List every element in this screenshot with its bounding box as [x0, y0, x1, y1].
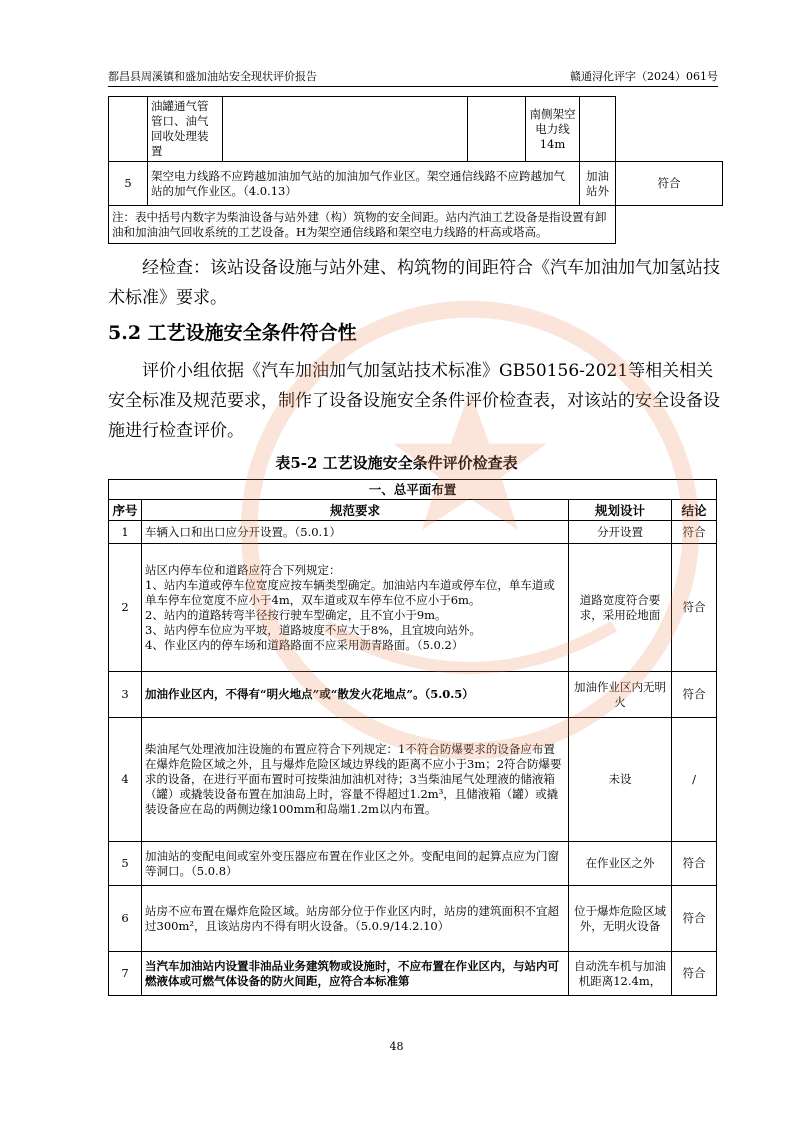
result-cell: 符合 — [672, 886, 717, 952]
num-cell: 6 — [109, 886, 142, 952]
design-cell: 加油站外 — [586, 168, 609, 198]
num-cell: 5 — [109, 162, 148, 206]
result-cell: 符合 — [672, 952, 717, 996]
num-cell: 5 — [109, 842, 142, 886]
req-cell: 车辆入口和出口应分开设置。（5.0.1） — [142, 521, 569, 544]
num-cell: 1 — [109, 521, 142, 544]
table-row — [109, 162, 723, 206]
section-title: 5.2 工艺设施安全条件符合性 — [108, 322, 357, 344]
req-cell — [223, 97, 468, 162]
table-section-title: 一、总平面布置 — [109, 480, 717, 500]
report-number: 赣通浔化评字（2024）061号 — [570, 70, 718, 83]
table-section-row — [109, 480, 717, 500]
req-cell: 当汽车加油站内设置非油品业务建筑物或设施时，不应布置在作业区内，与站内可燃液体或可燃气体设备的防火间距，应符合本标准第 — [142, 952, 569, 996]
paragraph-intro: 评价小组依据《汽车加油加气加氢站技术标准》GB50156-2021等相关相关安全标准及规范要求，制作了设备设施安全条件评价检查表，对该站的安全设备设施进行检查评价。 — [108, 361, 720, 441]
num-cell: 2 — [109, 544, 142, 672]
req-cell: 架空电力线路不应跨越加油加气站的加油加气作业区。架空通信线路不应跨越加气站的加气作业区。（4.0.13） — [148, 162, 580, 206]
design-cell: 位于爆炸危险区域外，无明火设备 — [569, 886, 672, 952]
design-cell: 道路宽度符合要求，采用砼地面 — [569, 544, 672, 672]
design-cell: 自动洗车机与加油机距离12.4m， — [569, 952, 672, 996]
num-cell: 4 — [109, 718, 142, 842]
table-row — [109, 521, 717, 544]
result-cell: 符合 — [672, 544, 717, 672]
table-note: 注：表中括号内数字为柴油设备与站外建（构）筑物的安全间距。站内汽油工艺设备是指设置有卸油和加油油气回收系统的工艺设备。H为架空通信线路和架空电力线路的杆高或塔高。 — [109, 206, 616, 244]
req-line: 4、作业区内的停车场和道路路面不应采用沥青路面。（5.0.2） — [145, 637, 464, 652]
table-title: 表5-2 工艺设施安全条件评价检查表 — [275, 454, 518, 472]
report-title: 都昌县周溪镇和盛加油站安全现状评价报告 — [108, 70, 317, 83]
result-cell: 符合 — [672, 672, 717, 718]
paragraph-conclusion: 经检查：该站设备设施与站外建、构筑物的间距符合《汽车加油加气加氢站技术标准》要求。 — [108, 258, 720, 308]
table-row — [109, 544, 717, 672]
design-cell: 未设 — [569, 718, 672, 842]
table-row — [109, 97, 723, 162]
process-safety-table — [108, 479, 717, 996]
req-cell — [142, 544, 569, 672]
table-row — [109, 842, 717, 886]
req-line: 3、站内停车位应为平坡，道路坡度不应大于8%，且宜坡向站外。 — [145, 622, 482, 637]
result-cell: 符合 — [672, 521, 717, 544]
req-cell: 加油站的变配电间或室外变压器应布置在作业区之外。变配电间的起算点应为门窗等洞口。（5.0.8） — [142, 842, 569, 886]
req-cell: 站房不应布置在爆炸危险区域。站房部分位于作业区内时，站房的建筑面积不宜超过300m²，且该站房内不得有明火设备。（5.0.9/14.2.10） — [142, 886, 569, 952]
req-line: 站区内停车位和道路应符合下列规定： — [145, 562, 341, 577]
design-cell: 加油作业区内无明火 — [569, 672, 672, 718]
num-cell: 7 — [109, 952, 142, 996]
col-header-num: 序号 — [109, 500, 142, 521]
spacing-table-continued — [108, 96, 723, 244]
result-cell — [580, 97, 616, 162]
design-cell: 分开设置 — [569, 521, 672, 544]
result-cell — [580, 162, 616, 206]
design-cell: 南侧架空电力线14m — [526, 97, 580, 162]
table-row — [109, 952, 717, 996]
col-header-req: 规范要求 — [142, 500, 569, 521]
result-cell: / — [672, 718, 717, 842]
table-row — [109, 886, 717, 952]
col-header-design: 规划设计 — [569, 500, 672, 521]
req-cell: 柴油尾气处理液加注设施的布置应符合下列规定：1不符合防爆要求的设备应布置在爆炸危险区域之外，且与爆炸危险区域边界线的距离不应小于3m；2符合防爆要求的设备，在进行平面布置时可按柴油加油机对待；3当柴油尾气处理液的储液箱（罐）或撬装设备布置在加油岛上时，容量不得超过1.2m³，且储液箱（罐）或撬装设备应在岛的两侧边缘100mm和岛端1.2m以内布置。 — [142, 718, 569, 842]
page-header — [108, 68, 718, 87]
req-line: 2、站内的道路转弯半径按行驶车型确定，且不宜小于9m。 — [145, 607, 447, 622]
item-cell: 油罐通气管管口、油气回收处理装置 — [148, 97, 223, 162]
table-header-row — [109, 500, 717, 521]
req-line: 1、站内车道或停车位宽度应按车辆类型确定。加油站内车道或停车位，单车道或单车停车位宽度不应小于4m，双车道或双车停车位不应小于6m。 — [145, 577, 555, 607]
result-cell: 符合 — [616, 162, 723, 206]
design-cell: 在作业区之外 — [569, 842, 672, 886]
table-row — [109, 718, 717, 842]
col-header-result: 结论 — [672, 500, 717, 521]
table-note-row — [109, 206, 723, 244]
req-cell: 加油作业区内，不得有“明火地点”或“散发火花地点”。（5.0.5） — [142, 672, 569, 718]
table-row — [109, 672, 717, 718]
num-cell: 3 — [109, 672, 142, 718]
result-cell: 符合 — [672, 842, 717, 886]
page-number: 48 — [389, 1040, 404, 1053]
